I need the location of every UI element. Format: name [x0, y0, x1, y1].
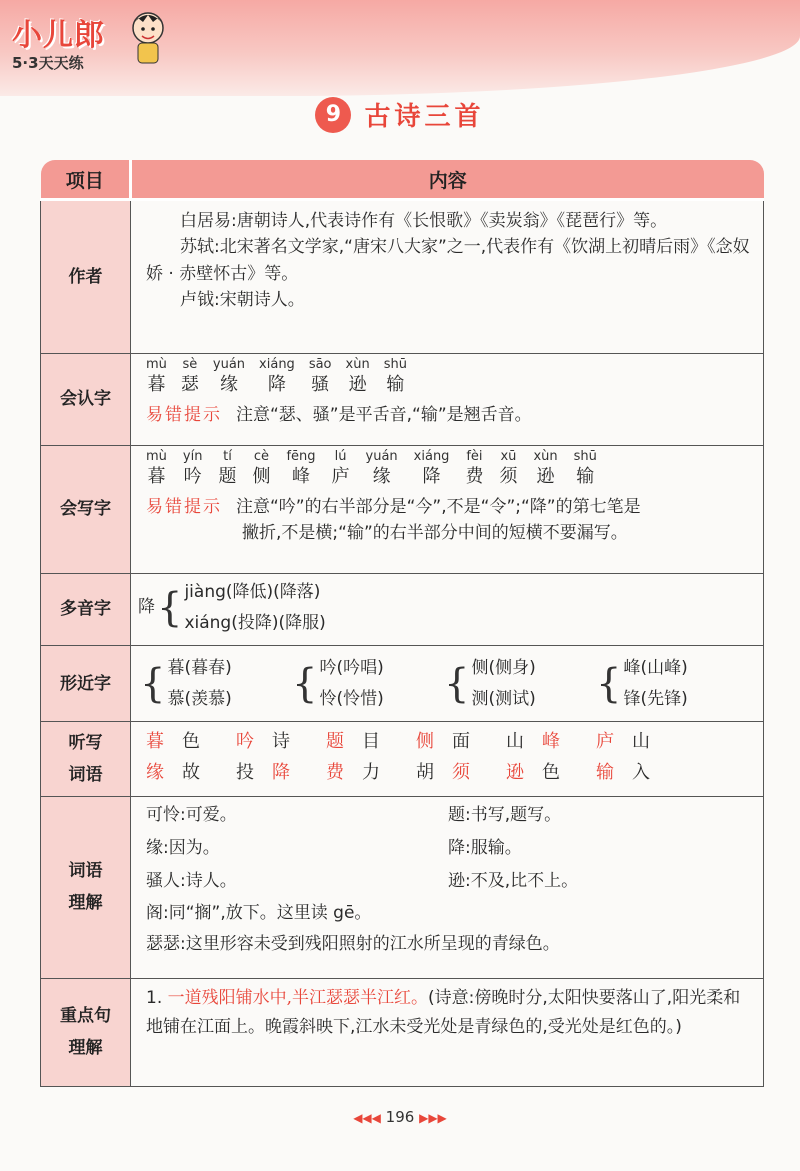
dictation-target-char: 暮: [146, 731, 164, 753]
dictation-word: [506, 762, 578, 783]
hanzi: 庐: [331, 465, 350, 487]
similar-word: 侧(侧身): [471, 658, 536, 679]
brand-logo: [12, 10, 105, 73]
brace-icon: {: [140, 660, 166, 707]
recognize-tip: [146, 402, 750, 428]
pinyin: yuán: [212, 357, 246, 372]
row-author: [41, 200, 764, 354]
tip-label: 易错提示: [146, 404, 222, 425]
hanzi: 逊: [348, 373, 367, 395]
label-dictation: [41, 722, 131, 796]
similar-group: [138, 653, 290, 714]
label-author: 作者: [41, 200, 131, 354]
similar-word: 吟(吟唱): [319, 658, 384, 679]
hanzi: 降: [267, 373, 286, 395]
pinyin-char: [286, 449, 315, 488]
author-line: 白居易:唐朝诗人,代表诗作有《长恨歌》《卖炭翁》《琵琶行》等。: [180, 211, 668, 231]
tip-text: 注意“瑟、骚”是平舌音,“输”是翘舌音。: [236, 404, 532, 425]
hanzi: 缘: [372, 465, 391, 487]
dictation-other-char: 故: [182, 761, 200, 783]
pinyin-char: [533, 449, 557, 488]
similar-group: [442, 653, 594, 714]
dictation-other-char: 色: [542, 761, 560, 783]
pinyin-char: [213, 357, 245, 396]
tip-text: 注意“吟”的右半部分是“今”,不是“令”;“降”的第七笔是: [236, 496, 641, 517]
similar-word: 怜(怜惜): [319, 688, 384, 709]
hanzi: 降: [422, 465, 441, 487]
label-line: 理解: [68, 1038, 103, 1059]
pinyin-char: [181, 357, 199, 396]
pinyin-char: [309, 357, 332, 396]
pinyin: xū: [500, 449, 517, 464]
key-number: 1.: [146, 987, 163, 1008]
hanzi: 峰: [291, 465, 310, 487]
label-key-sentence: [41, 978, 131, 1086]
dictation-word: [326, 762, 398, 783]
row-key-sentence: [41, 978, 764, 1086]
dictation-target-char: 降: [272, 761, 290, 783]
dictation-other-char: 入: [632, 761, 650, 783]
write-chars: [146, 449, 750, 488]
page-number-text: 196: [385, 1108, 415, 1126]
lesson-title-bar: [0, 96, 800, 133]
brace-icon: {: [444, 660, 470, 707]
hanzi: 吟: [183, 465, 202, 487]
row-polyphone: [41, 574, 764, 646]
dictation-target-char: 缘: [146, 761, 164, 783]
pinyin-char: [332, 449, 350, 488]
hanzi: 须: [499, 465, 518, 487]
pinyin: tí: [223, 449, 232, 464]
pinyin: xiáng: [259, 357, 295, 372]
pinyin-char: [574, 449, 597, 488]
dictation-other-char: 目: [362, 731, 380, 753]
dictation-target-char: 须: [452, 761, 470, 783]
author-line: 苏轼:北宋著名文学家,“唐宋八大家”之一,代表作有《饮湖上初晴后雨》《念奴娇 · 赤壁怀古》等。: [146, 237, 750, 284]
dictation-other-char: 山: [632, 731, 650, 753]
key-sentence: [132, 980, 762, 1050]
arrow-left-icon: ◀◀◀: [353, 1111, 381, 1125]
dictation-word: [416, 731, 488, 752]
page-number: [0, 1108, 800, 1126]
pinyin-char: [146, 449, 167, 488]
label-line: 重点句: [60, 1005, 111, 1026]
meaning-item: 瑟瑟:这里形容未受到残阳照射的江水所呈现的青绿色。: [146, 934, 560, 955]
pinyin: yuán: [365, 449, 398, 464]
similar-word: 峰(山峰): [623, 658, 688, 679]
pinyin: lú: [334, 449, 347, 464]
lesson-number-badge: 9: [315, 97, 351, 133]
pinyin: shū: [383, 357, 407, 372]
label-meaning: [41, 796, 131, 978]
row-meaning: [41, 796, 764, 978]
similar-word: 锋(先锋): [623, 688, 688, 709]
dictation-words: [132, 723, 762, 794]
lesson-title: 古诗三首: [364, 102, 485, 132]
meaning-item: 可怜:可爱。: [146, 804, 237, 825]
key-quote: 一道残阳铺水中,半江瑟瑟半江红。: [167, 987, 429, 1008]
label-line: 词语: [68, 860, 103, 881]
pinyin-char: [465, 449, 483, 488]
meaning-item: 缘:因为。: [146, 838, 220, 858]
label-line: 听写: [68, 732, 103, 753]
meaning-item: 阁:同“搁”,放下。这里读 gē。: [146, 902, 372, 923]
label-line: 词语: [68, 764, 103, 785]
hanzi: 侧: [252, 465, 271, 487]
similar-word: 测(测试): [471, 688, 536, 709]
arrow-right-icon: ▶▶▶: [419, 1111, 447, 1125]
dictation-other-char: 色: [182, 731, 200, 753]
key-explain: (诗意:傍晚时分,太阳快要落山了,阳光柔和地铺在江面上。晚霞斜映下,江水未受光处是青绿色的,受光处是红色的。): [146, 987, 741, 1038]
pinyin: mù: [146, 357, 167, 372]
label-line: 理解: [68, 893, 103, 914]
pinyin-char: [366, 449, 398, 488]
pinyin: sāo: [308, 357, 332, 372]
pinyin-char: [346, 357, 370, 396]
dictation-word: [146, 731, 218, 752]
hanzi: 题: [218, 465, 237, 487]
dictation-other-char: 山: [506, 731, 524, 753]
mascot-icon: [128, 6, 168, 66]
author-content: [132, 202, 762, 319]
brand-name: 小儿郎: [12, 18, 105, 53]
similar-group: [290, 653, 442, 714]
label-polyphone: 多音字: [41, 574, 131, 646]
dictation-word: [416, 762, 488, 783]
brand-subtitle: 5·3天天练: [12, 54, 84, 72]
polyphone-group: [138, 577, 750, 638]
pinyin-char: [252, 449, 270, 488]
meaning-item: 题:书写,题写。: [448, 804, 562, 825]
dictation-target-char: 逊: [506, 761, 524, 783]
pinyin: mù: [146, 449, 167, 464]
meaning-grid: [146, 800, 750, 898]
meaning-item: 骚人:诗人。: [146, 871, 237, 892]
pinyin: sè: [182, 357, 198, 372]
dictation-word: [146, 762, 218, 783]
hanzi: 骚: [311, 373, 330, 395]
pinyin: shū: [573, 449, 597, 464]
dictation-other-char: 力: [362, 761, 380, 783]
hanzi: 暮: [147, 465, 166, 487]
pinyin: xùn: [533, 449, 558, 464]
row-dictation: [41, 722, 764, 796]
label-similar: 形近字: [41, 646, 131, 722]
header-content: 内容: [131, 160, 764, 200]
dictation-target-char: 输: [596, 761, 614, 783]
brace-icon: {: [596, 660, 622, 707]
row-recognize: [41, 354, 764, 446]
write-tip: [146, 494, 750, 520]
pinyin-char: [259, 357, 295, 396]
pinyin-char: [384, 357, 407, 396]
brace-icon: {: [292, 660, 318, 707]
pinyin: fèi: [466, 449, 483, 464]
dictation-word: [596, 762, 668, 783]
label-write: 会写字: [41, 446, 131, 574]
dictation-other-char: 面: [452, 731, 470, 753]
similar-word: 慕(羡慕): [167, 688, 232, 709]
meaning-item: 降:服输。: [448, 838, 522, 858]
polyphone-char: 降: [138, 597, 155, 618]
study-table: [40, 160, 764, 1087]
dictation-word: [326, 731, 398, 752]
hanzi: 费: [465, 465, 484, 487]
dictation-target-char: 吟: [236, 731, 254, 753]
pinyin: xùn: [345, 357, 370, 372]
dictation-target-char: 侧: [416, 731, 434, 753]
dictation-other-char: 胡: [416, 761, 434, 783]
tip-label: 易错提示: [146, 496, 222, 517]
pinyin-char: [499, 449, 517, 488]
header-item: 项目: [41, 160, 131, 200]
pinyin: cè: [253, 449, 270, 464]
similar-word: 暮(暮春): [167, 658, 232, 679]
dictation-other-char: 诗: [272, 731, 290, 753]
hanzi: 缘: [219, 373, 238, 395]
polyphone-reading: jiàng(降低)(降落): [184, 582, 321, 602]
row-similar: [41, 646, 764, 722]
similar-group: [594, 653, 746, 714]
dictation-target-char: 峰: [542, 731, 560, 753]
dictation-word: [236, 762, 308, 783]
recognize-chars: [146, 357, 750, 396]
hanzi: 输: [386, 373, 405, 395]
dictation-other-char: 投: [236, 761, 254, 783]
polyphone-reading: xiáng(投降)(降服): [184, 612, 326, 633]
label-recognize: 会认字: [41, 354, 131, 446]
dictation-target-char: 庐: [596, 731, 614, 753]
pinyin-char: [146, 357, 167, 396]
dictation-word: [506, 731, 578, 752]
hanzi: 瑟: [180, 373, 199, 395]
hanzi: 暮: [147, 373, 166, 395]
pinyin-char: [183, 449, 203, 488]
tip-text-line2: 撇折,不是横;“输”的右半部分中间的短横不要漏写。: [242, 523, 628, 544]
dictation-target-char: 题: [326, 731, 344, 753]
row-write: [41, 446, 764, 574]
pinyin-char: [414, 449, 450, 488]
author-line: 卢钺:宋朝诗人。: [180, 290, 305, 311]
dictation-word: [236, 731, 308, 752]
pinyin: xiáng: [413, 449, 450, 464]
meaning-item: 逊:不及,比不上。: [448, 871, 579, 892]
top-banner: [0, 0, 800, 96]
hanzi: 逊: [536, 465, 555, 487]
pinyin: yín: [182, 449, 203, 464]
hanzi: 输: [576, 465, 595, 487]
pinyin-char: [218, 449, 236, 488]
pinyin: fēng: [286, 449, 316, 464]
dictation-word: [596, 731, 668, 752]
brace-icon: {: [157, 584, 183, 631]
dictation-target-char: 费: [326, 761, 344, 783]
table-header-row: [41, 160, 764, 200]
